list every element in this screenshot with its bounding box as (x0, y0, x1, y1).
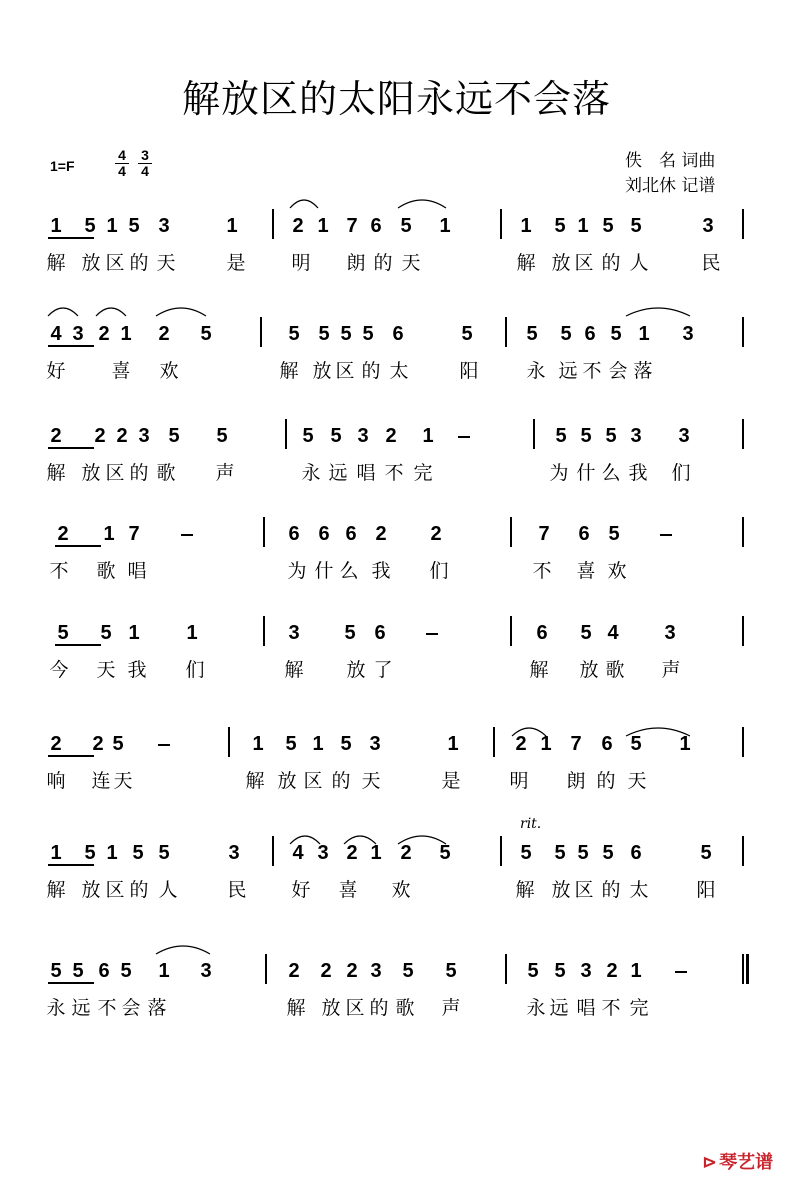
note-digit: 5 (554, 842, 566, 864)
lyric-char: 唱 (127, 560, 147, 582)
lyric-char: 不 (601, 997, 621, 1019)
note-digit: 5 (132, 842, 144, 864)
note-digit: 5 (527, 960, 539, 982)
lyric-char: 会 (608, 360, 628, 382)
note-digit: 6 (98, 960, 110, 982)
note-digit: 6 (345, 523, 357, 545)
note-digit: 6 (288, 523, 300, 545)
bar-line (742, 616, 744, 646)
time-signature-2 (138, 148, 152, 179)
note-digit: 5 (554, 960, 566, 982)
lyric-char: 我 (371, 560, 391, 582)
lyric-char: 连 (91, 770, 111, 792)
lyric-char: 欢 (391, 879, 411, 901)
lyric-char: 区 (345, 997, 365, 1019)
note-digit: 3 (228, 842, 240, 864)
bar-line (742, 727, 744, 757)
bar-line (510, 517, 512, 547)
note-digit: 6 (370, 215, 382, 237)
note-digit: 1 (50, 842, 62, 864)
note-digit: 2 (385, 425, 397, 447)
lyric-char: 不 (49, 560, 69, 582)
note-digit: 1 (540, 733, 552, 755)
note-digit: 5 (120, 960, 132, 982)
lyric-char: 歌 (395, 997, 415, 1019)
lyric-char: 区 (105, 879, 125, 901)
bar-line (742, 419, 744, 449)
lyric-char: 区 (574, 879, 594, 901)
lyric-char: 落 (633, 360, 653, 382)
note-digit: 6 (392, 323, 404, 345)
note-digit: 1 (120, 323, 132, 345)
note-digit: 1 (317, 215, 329, 237)
note-digit: 5 (526, 323, 538, 345)
note-digit: 1 (158, 960, 170, 982)
lyric-char: 什 (314, 560, 334, 582)
note-digit: 2 (292, 215, 304, 237)
note-digit: 5 (318, 323, 330, 345)
note-digit: 1 (577, 215, 589, 237)
lyric-char: 是 (441, 770, 461, 792)
note-digit: 5 (285, 733, 297, 755)
lyric-char: 声 (215, 462, 235, 484)
lyric-char: 不 (532, 560, 552, 582)
note-digit: 1 (50, 215, 62, 237)
lyric-char: 会 (121, 997, 141, 1019)
note-digit: 1 (422, 425, 434, 447)
slur-arc (290, 200, 318, 208)
note-digit: 5 (610, 323, 622, 345)
note-digit: 3 (678, 425, 690, 447)
lyric-char: 的 (361, 360, 381, 382)
note-beam (48, 345, 94, 347)
lyric-char: 放 (312, 360, 332, 382)
note-digit: 5 (630, 733, 642, 755)
note-digit: 2 (98, 323, 110, 345)
lyric-char: 远 (558, 360, 578, 382)
note-digit: 3 (200, 960, 212, 982)
lyric-char: 解 (46, 879, 66, 901)
lyric-char: 的 (596, 770, 616, 792)
lyric-char: 歌 (605, 659, 625, 681)
lyric-char: 不 (384, 462, 404, 484)
bar-line (742, 836, 744, 866)
bar-line (742, 209, 744, 239)
lyric-char: 放 (346, 659, 366, 681)
note-digit: 3 (702, 215, 714, 237)
credit-transcriber: 刘北休 记谱 (625, 176, 716, 196)
lyric-char: 放 (277, 770, 297, 792)
lyric-char: 喜 (576, 560, 596, 582)
lyric-char: 太 (389, 360, 409, 382)
note-digit: 2 (92, 733, 104, 755)
bar-line (493, 727, 495, 757)
note-digit: 5 (580, 622, 592, 644)
note-digit: 6 (578, 523, 590, 545)
lyric-char: 欢 (607, 560, 627, 582)
bar-line (265, 954, 267, 984)
note-beam (48, 447, 94, 449)
time-sig-numerator: 4 (115, 148, 129, 164)
lyric-char: 天 (96, 659, 116, 681)
bar-line (285, 419, 287, 449)
sustain-dash (675, 971, 687, 973)
note-digit: 5 (50, 960, 62, 982)
note-digit: 5 (344, 622, 356, 644)
sustain-dash (458, 436, 470, 438)
lyric-char: 们 (185, 659, 205, 681)
sustain-dash (660, 534, 672, 536)
time-sig-denominator: 4 (141, 163, 149, 179)
lyric-char: 的 (601, 252, 621, 274)
note-digit: 2 (400, 842, 412, 864)
key-signature: 1=F (50, 158, 75, 174)
lyric-char: 们 (429, 560, 449, 582)
lyric-char: 解 (515, 879, 535, 901)
note-digit: 5 (158, 842, 170, 864)
note-digit: 1 (520, 215, 532, 237)
bar-line (260, 317, 262, 347)
slur-arc (626, 308, 690, 316)
lyric-char: 太 (629, 879, 649, 901)
slur-arc (96, 308, 126, 316)
note-digit: 5 (168, 425, 180, 447)
bar-line (505, 317, 507, 347)
lyric-char: 人 (629, 252, 649, 274)
lyric-char: 的 (369, 997, 389, 1019)
note-digit: 5 (340, 323, 352, 345)
lyric-char: 朗 (566, 770, 586, 792)
note-digit: 5 (112, 733, 124, 755)
note-digit: 1 (226, 215, 238, 237)
bar-line (742, 954, 744, 984)
final-bar-line (746, 954, 749, 984)
note-digit: 2 (94, 425, 106, 447)
bar-line (505, 954, 507, 984)
note-digit: 1 (252, 733, 264, 755)
lyric-char: 歌 (96, 560, 116, 582)
lyric-char: 朗 (346, 252, 366, 274)
note-beam (48, 982, 94, 984)
lyric-char: 的 (373, 252, 393, 274)
note-digit: 2 (50, 733, 62, 755)
lyric-char: 为 (549, 462, 569, 484)
note-digit: 6 (318, 523, 330, 545)
lyric-char: 们 (671, 462, 691, 484)
lyric-char: 远 (328, 462, 348, 484)
bar-line (228, 727, 230, 757)
note-digit: 7 (346, 215, 358, 237)
lyric-char: 天 (156, 252, 176, 274)
note-digit: 2 (515, 733, 527, 755)
lyric-char: 放 (81, 462, 101, 484)
lyric-char: 区 (335, 360, 355, 382)
note-digit: 1 (106, 842, 118, 864)
bar-line (272, 836, 274, 866)
note-digit: 7 (538, 523, 550, 545)
bar-line (500, 836, 502, 866)
lyric-char: 的 (129, 252, 149, 274)
lyric-char: 解 (284, 659, 304, 681)
note-digit: 4 (292, 842, 304, 864)
lyric-char: 是 (226, 252, 246, 274)
note-digit: 5 (72, 960, 84, 982)
note-digit: 5 (602, 215, 614, 237)
lyric-char: 天 (627, 770, 647, 792)
note-digit: 5 (340, 733, 352, 755)
lyric-char: 放 (81, 252, 101, 274)
lyric-char: 永 (46, 997, 66, 1019)
tempo-marking: rit. (520, 816, 542, 832)
note-digit: 5 (216, 425, 228, 447)
lyric-char: 落 (147, 997, 167, 1019)
lyric-char: 放 (551, 252, 571, 274)
note-digit: 5 (602, 842, 614, 864)
lyric-char: 完 (629, 997, 649, 1019)
note-digit: 5 (580, 425, 592, 447)
note-digit: 5 (100, 622, 112, 644)
lyric-char: 的 (331, 770, 351, 792)
page-title: 解放区的太阳永远不会落 (181, 77, 611, 121)
note-beam (55, 644, 101, 646)
note-digit: 1 (679, 733, 691, 755)
note-digit: 2 (57, 523, 69, 545)
lyric-char: 唱 (576, 997, 596, 1019)
lyric-char: 明 (509, 770, 529, 792)
note-beam (48, 237, 94, 239)
lyric-char: 解 (529, 659, 549, 681)
note-digit: 3 (72, 323, 84, 345)
note-digit: 1 (106, 215, 118, 237)
lyric-char: 的 (601, 879, 621, 901)
bar-line (263, 616, 265, 646)
lyric-char: 什 (576, 462, 596, 484)
note-digit: 4 (50, 323, 62, 345)
lyric-char: 解 (279, 360, 299, 382)
lyric-char: 区 (303, 770, 323, 792)
lyric-char: 好 (46, 360, 66, 382)
sustain-dash (181, 534, 193, 536)
note-digit: 1 (103, 523, 115, 545)
note-digit: 3 (158, 215, 170, 237)
note-digit: 3 (369, 733, 381, 755)
note-digit: 5 (200, 323, 212, 345)
note-digit: 1 (638, 323, 650, 345)
time-sig-numerator: 3 (138, 148, 152, 164)
lyric-char: 好 (291, 879, 311, 901)
note-digit: 5 (439, 842, 451, 864)
note-digit: 2 (320, 960, 332, 982)
bar-line (533, 419, 535, 449)
note-digit: 1 (439, 215, 451, 237)
note-beam (48, 864, 94, 866)
lyric-char: 解 (245, 770, 265, 792)
note-digit: 3 (288, 622, 300, 644)
lyric-char: 声 (441, 997, 461, 1019)
lyric-char: 永 (301, 462, 321, 484)
lyric-char: 我 (628, 462, 648, 484)
lyric-char: 远 (71, 997, 91, 1019)
lyric-char: 阳 (696, 879, 716, 901)
lyric-char: 完 (413, 462, 433, 484)
note-digit: 5 (555, 425, 567, 447)
note-digit: 5 (461, 323, 473, 345)
lyric-char: 的 (129, 879, 149, 901)
lyric-char: 放 (321, 997, 341, 1019)
note-digit: 5 (445, 960, 457, 982)
lyric-char: 解 (516, 252, 536, 274)
slur-arc (156, 308, 206, 316)
note-digit: 3 (138, 425, 150, 447)
sustain-dash (158, 744, 170, 746)
lyric-char: 解 (46, 462, 66, 484)
bar-line (272, 209, 274, 239)
lyric-char: 明 (291, 252, 311, 274)
lyric-char: 么 (601, 462, 621, 484)
lyric-char: 远 (549, 997, 569, 1019)
note-digit: 5 (57, 622, 69, 644)
watermark-logo (702, 1148, 773, 1174)
lyric-char: 天 (401, 252, 421, 274)
note-digit: 1 (186, 622, 198, 644)
bar-line (742, 317, 744, 347)
lyric-char: 为 (287, 560, 307, 582)
lyric-char: 今 (49, 659, 69, 681)
note-digit: 5 (605, 425, 617, 447)
lyric-char: 区 (105, 462, 125, 484)
note-digit: 7 (128, 523, 140, 545)
lyric-char: 放 (551, 879, 571, 901)
lyric-char: 民 (227, 879, 247, 901)
note-digit: 2 (116, 425, 128, 447)
lyric-char: 放 (81, 879, 101, 901)
note-digit: 5 (608, 523, 620, 545)
note-digit: 4 (607, 622, 619, 644)
lyric-char: 我 (127, 659, 147, 681)
note-digit: 3 (370, 960, 382, 982)
credit-lyricist-composer: 佚 名 词曲 (625, 151, 716, 171)
note-digit: 1 (128, 622, 140, 644)
note-digit: 2 (606, 960, 618, 982)
note-digit: 3 (317, 842, 329, 864)
note-digit: 1 (447, 733, 459, 755)
lyric-char: 人 (158, 879, 178, 901)
bar-line (500, 209, 502, 239)
note-digit: 2 (375, 523, 387, 545)
note-digit: 2 (158, 323, 170, 345)
lyric-char: 天 (113, 770, 133, 792)
note-digit: 6 (601, 733, 613, 755)
lyric-char: 喜 (338, 879, 358, 901)
note-digit: 5 (84, 842, 96, 864)
lyric-char: 阳 (459, 360, 479, 382)
lyric-char: 天 (361, 770, 381, 792)
note-digit: 7 (570, 733, 582, 755)
note-digit: 1 (630, 960, 642, 982)
lyric-char: 响 (46, 770, 66, 792)
lyric-char: 永 (526, 360, 546, 382)
lyric-char: 解 (46, 252, 66, 274)
lyric-char: 民 (701, 252, 721, 274)
note-digit: 3 (357, 425, 369, 447)
lyric-char: 唱 (356, 462, 376, 484)
note-digit: 5 (302, 425, 314, 447)
note-digit: 1 (370, 842, 382, 864)
note-beam (55, 545, 101, 547)
note-digit: 2 (346, 960, 358, 982)
bar-line (742, 517, 744, 547)
slur-arc (398, 200, 446, 208)
lyric-char: 永 (526, 997, 546, 1019)
note-digit: 5 (402, 960, 414, 982)
watermark-text: 琴艺谱 (719, 1152, 774, 1173)
note-digit: 5 (288, 323, 300, 345)
note-digit: 5 (330, 425, 342, 447)
bar-line (263, 517, 265, 547)
note-digit: 5 (362, 323, 374, 345)
lyric-char: 区 (574, 252, 594, 274)
note-digit: 5 (560, 323, 572, 345)
note-digit: 3 (664, 622, 676, 644)
logo-icon: ⊳ (702, 1152, 718, 1173)
note-digit: 2 (50, 425, 62, 447)
lyric-char: 了 (373, 659, 393, 681)
note-digit: 6 (374, 622, 386, 644)
note-digit: 5 (630, 215, 642, 237)
note-digit: 2 (288, 960, 300, 982)
sustain-dash (426, 633, 438, 635)
lyric-char: 的 (129, 462, 149, 484)
note-digit: 6 (584, 323, 596, 345)
note-beam (48, 755, 94, 757)
note-digit: 5 (577, 842, 589, 864)
lyric-char: 放 (579, 659, 599, 681)
note-digit: 5 (554, 215, 566, 237)
bar-line (510, 616, 512, 646)
note-digit: 6 (630, 842, 642, 864)
lyric-char: 喜 (111, 360, 131, 382)
slur-arc (48, 308, 78, 316)
lyric-char: 歌 (156, 462, 176, 484)
lyric-char: 不 (582, 360, 602, 382)
note-digit: 5 (128, 215, 140, 237)
lyric-char: 声 (661, 659, 681, 681)
time-sig-denominator: 4 (118, 163, 126, 179)
note-digit: 2 (346, 842, 358, 864)
time-signature-1 (115, 148, 129, 179)
note-digit: 5 (84, 215, 96, 237)
lyric-char: 区 (105, 252, 125, 274)
note-digit: 3 (580, 960, 592, 982)
lyric-char: 解 (286, 997, 306, 1019)
note-digit: 5 (400, 215, 412, 237)
slur-arc (156, 946, 210, 954)
lyric-char: 欢 (159, 360, 179, 382)
note-digit: 2 (430, 523, 442, 545)
note-digit: 1 (312, 733, 324, 755)
lyric-char: 么 (339, 560, 359, 582)
note-digit: 5 (700, 842, 712, 864)
note-digit: 3 (682, 323, 694, 345)
note-digit: 3 (630, 425, 642, 447)
lyric-char: 不 (97, 997, 117, 1019)
note-digit: 6 (536, 622, 548, 644)
note-digit: 5 (520, 842, 532, 864)
